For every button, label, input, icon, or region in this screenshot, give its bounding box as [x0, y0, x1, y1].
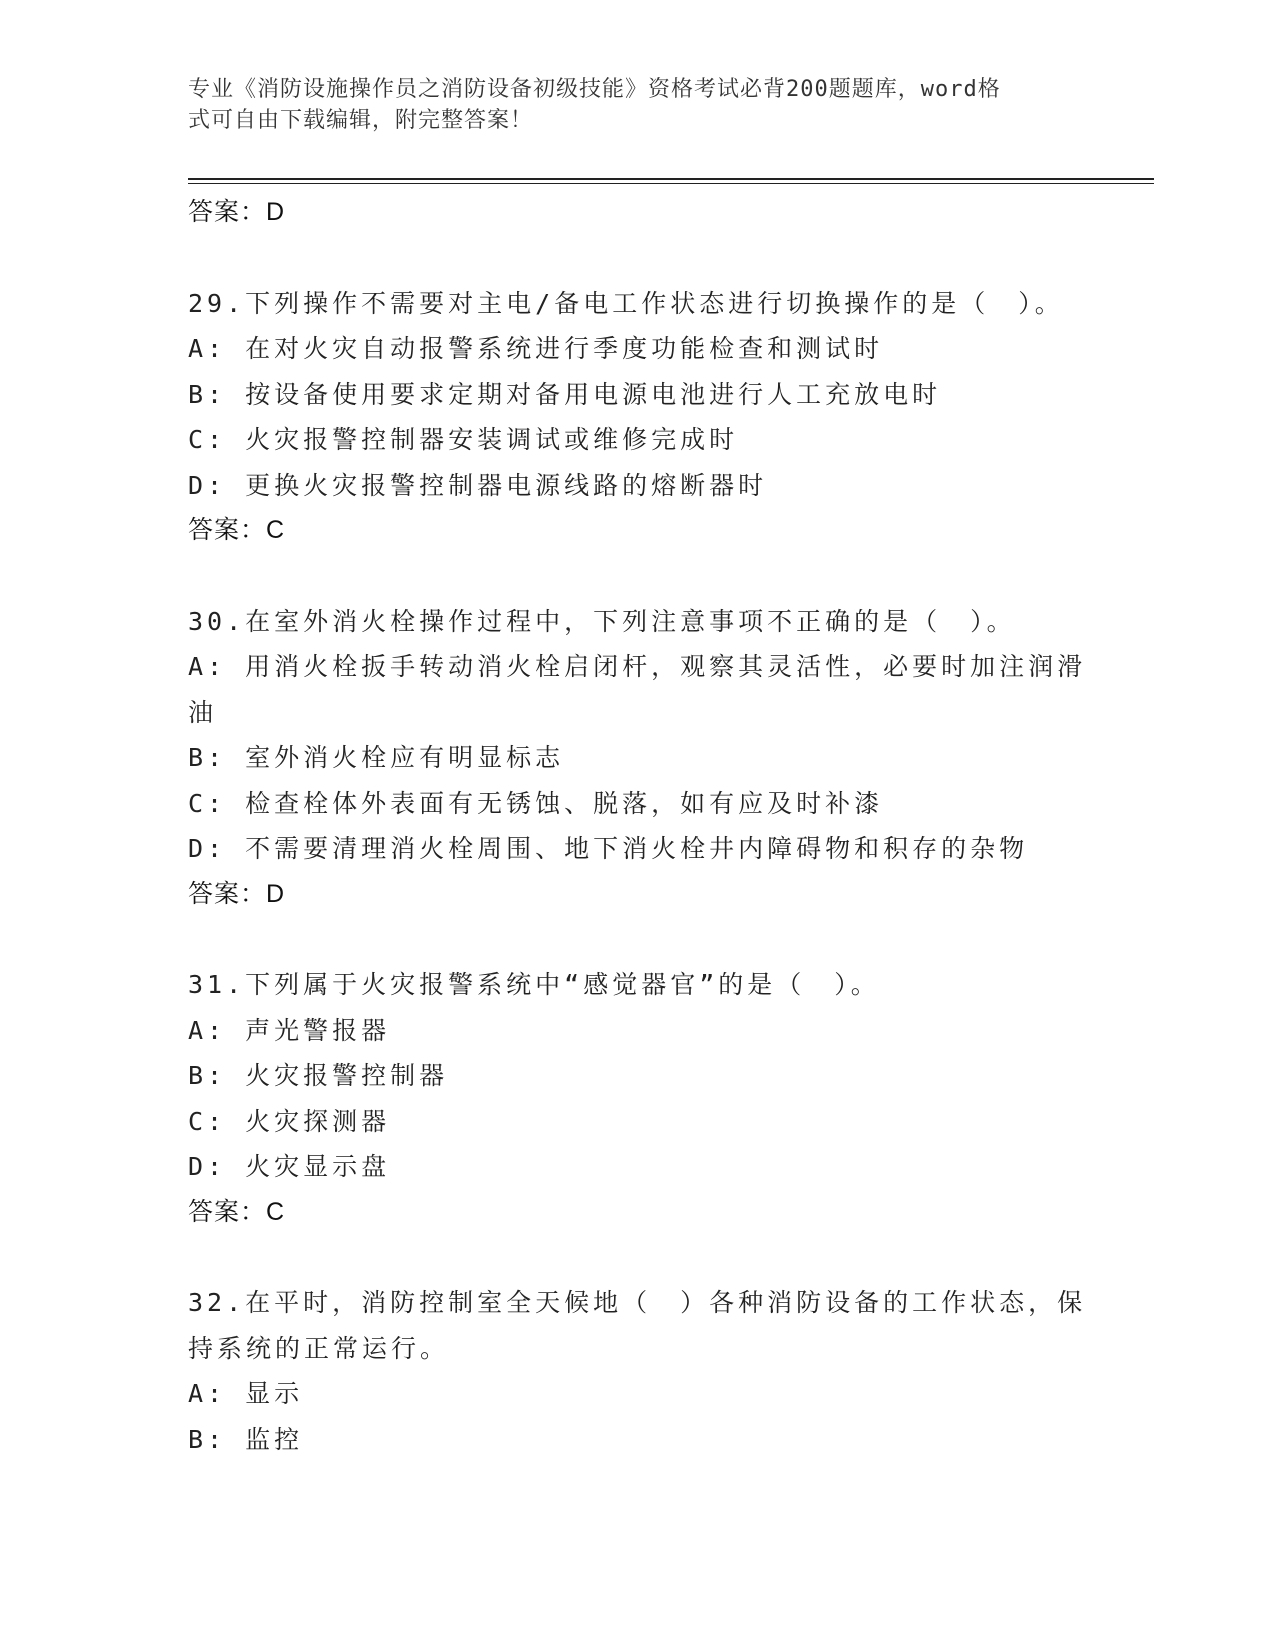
option-b: B: 监控: [188, 1424, 304, 1454]
option-b: B: 火灾报警控制器: [188, 1061, 449, 1090]
question-stem-line-2: 持系统的正常运行。: [188, 1333, 450, 1363]
question-32: [188, 1280, 1088, 1462]
spacer: [188, 1235, 1088, 1280]
option-a: A: 声光警报器: [188, 1015, 391, 1045]
header-divider-thin: [188, 183, 1154, 184]
question-stem: 29.下列操作不需要对主电/备电工作状态进行切换操作的是（ ）。: [188, 288, 1064, 318]
option-c: C: 检查栓体外表面有无锈蚀、脱落，如有应及时补漆: [188, 788, 884, 818]
question-31: [188, 962, 1088, 1235]
header-line-2: 式可自由下载编辑，附完整答案！: [188, 108, 534, 133]
answer: 答案：D: [188, 879, 286, 908]
header-divider-thick: [188, 178, 1154, 180]
spacer: [188, 917, 1088, 962]
option-a: A: 用消火栓扳手转动消火栓启闭杆，观察其灵活性，必要时加注润滑: [188, 652, 1087, 681]
question-stem-line-1: 32.在平时，消防控制室全天候地（ ）各种消防设备的工作状态，保: [188, 1288, 1087, 1317]
header-line-1: 专业《消防设施操作员之消防设备初级技能》资格考试必背200题题库，word格: [188, 77, 1001, 102]
answer: 答案：C: [188, 1197, 286, 1226]
answer: 答案：C: [188, 516, 286, 544]
question-stem: 31.下列属于火灾报警系统中“感觉器官”的是（ ）。: [188, 970, 880, 999]
question-30: [188, 599, 1088, 918]
option-d: D: 不需要清理消火栓周围、地下消火栓井内障碍物和积存的杂物: [188, 834, 1029, 863]
spacer: [188, 236, 1088, 281]
question-stem: 30.在室外消火栓操作过程中，下列注意事项不正确的是（ ）。: [188, 606, 1016, 636]
option-b: B: 室外消火栓应有明显标志: [188, 743, 565, 772]
option-c: C: 火灾报警控制器安装调试或维修完成时: [188, 425, 739, 454]
previous-answer: 答案：D: [188, 198, 286, 226]
option-a: A: 在对火灾自动报警系统进行季度功能检查和测试时: [188, 334, 884, 363]
page-header: [188, 74, 1078, 136]
option-a-continued: 油: [188, 697, 218, 727]
question-list: [188, 190, 1088, 1462]
option-b: B: 按设备使用要求定期对备用电源电池进行人工充放电时: [188, 379, 942, 409]
option-a: A: 显示: [188, 1379, 304, 1408]
option-c: C: 火灾探测器: [188, 1106, 391, 1136]
question-29: [188, 281, 1088, 554]
option-d: D: 火灾显示盘: [188, 1152, 391, 1181]
option-d: D: 更换火灾报警控制器电源线路的熔断器时: [188, 470, 768, 500]
spacer: [188, 554, 1088, 599]
